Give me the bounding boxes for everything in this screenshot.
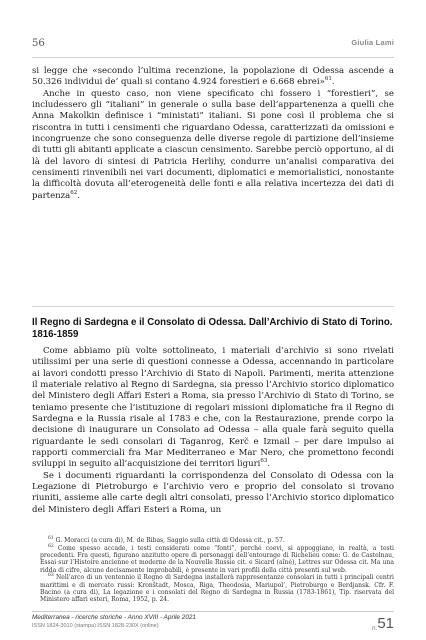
journal-title: Mediterranea - ricerche storiche - Anno XVIII - Aprile 2021 <box>32 614 196 621</box>
paragraph: Se i documenti riguardanti la corrispondenza del Consolato di Odessa con la Legazione di Pietroburgo e l’archivio vero e proprio del consolato si trovano riuniti, assieme alle carte degli altri consolati, presso l’Archivio storico diplomatico del Ministero degli Affari Esteri a Roma, un <box>32 470 394 515</box>
footnote-ref: 62 <box>70 189 78 196</box>
footer-rule <box>32 611 394 612</box>
page-number: 56 <box>32 38 45 49</box>
footnote: $^{62}$ Come spesso accade, i testi considerati come “fonti”, perché coevi, si appoggiano, in realtà, a testi precedenti. Fra questi, figurano anzitutto opere di personaggi dell’entourage di Richelieu come: G. de Castelnau, Essai sur l’Histoire ancienne et moderne de la Nouvelle Russie cit. e Sicard (aîné), Lettres sur Odessa cit. Ma una ridda di cifre, alcune decisamente improbabili, è presente in vari profili della città presenti sul web. <box>40 543 394 574</box>
footnotes <box>40 537 394 604</box>
page-footer <box>32 611 394 633</box>
running-author: Giulia Lami <box>351 38 394 47</box>
folio <box>372 613 394 631</box>
header-rule <box>32 57 394 58</box>
paragraph: Anche in questo caso, non viene specificato chi fossero i “forestieri”, se includessero gli “italiani” in generale o sulla base dell’appartenenza a quelli che Anna Makolkin definisce i “ministati” italiani. Si pone così il problema che si riscontra in tutti i censimenti che riguardano Odessa, caratterizzati da omissioni e incongruenze che sono conseguenza delle diverse regole di partizione dell’insieme di tutti gli abitanti applicate a ciascun censimento. Sarebbe perciò opportuno, al di là del lavoro di sintesi di Patricia Herlihy, condurre un’analisi comparativa dei censimenti rinvenibili nei vari documenti, diplomatici e memorialistici, nonostante la difficoltà dovuta all’eterogeneità delle fonti e alla relativa incertezza dei dati di partenza$^{62}$. <box>32 88 394 201</box>
footnote-ref: 63 <box>260 458 268 465</box>
footnote: $^{63}$ Nell’arco di un ventennio il Regno di Sardegna installerà rappresentanze consolari in tutti i principali centri marittimi e di mercato russi: Kronštadt, Mosca, Riga, Theodosia, Mariupol’, Pietroburgo e Berdjansk. Cfr. F. Bacino (a cura di), La legazione e i consolati del Regno di Sardegna in Russia (1783-1861), Tip. riservata del Ministero affari esteri, Roma, 1952, p. 24. <box>40 573 394 604</box>
section-heading: Il Regno di Sardegna e il Consolato di Odessa. Dall’Archivio di Stato di Torino. 1816-1859 <box>32 317 393 340</box>
section-rule <box>32 306 394 307</box>
paragraph: si legge che «secondo l’ultima recenzione, la popolazione di Odessa ascende a 50.326 individui de’ quali si contano 4.924 forestieri e 6.668 ebrei»$^{61}$. <box>32 66 394 88</box>
footnote: $^{61}$ G. Moracci (a cura di), M. de Ribas, Saggio sulla città di Odessa cit., p. 57. <box>48 535 285 544</box>
issn: ISSN 1824-3010 (stampa) ISSN 1828-230X (online) <box>32 623 159 629</box>
folio-prefix: n. <box>371 625 378 632</box>
body-text-section <box>32 346 394 516</box>
running-header <box>32 38 394 52</box>
paragraph: Come abbiamo più volte sottolineato, i materiali d’archivio si sono rivelati utilissimi per una serie di questioni connesse a Odessa, accennando in particolare ai lavori condotti presso l’Archivio di Stato di Napoli. Parimenti, merita attenzione il materiale relativo al Regno di Sardegna, sia presso l’Archivio storico diplomatico del Ministero degli Affari Esteri a Roma, sia presso l’Archivio di Stato di Torino, se teniamo presente che l’istituzione di regolari missioni diplomatiche fra il Regno di Sardegna e la Russia risale al 1783 e che, con la Restaurazione, prende corpo la decisione di inaugurare un Consolato ad Odessa – alla quale farà seguito quella riguardante le sedi consolari di Taganrog, Kerč e Izmail – per dare impulso ai rapporti commerciali fra Mar Mediterraneo e Mar Nero, che promettono fecondi sviluppi in seguito all’acquisizione dei territori liguri$^{63}$. <box>32 346 394 470</box>
body-text-top <box>32 66 394 202</box>
folio-number: 51 <box>377 615 394 632</box>
footnote-ref: 61 <box>324 76 332 83</box>
